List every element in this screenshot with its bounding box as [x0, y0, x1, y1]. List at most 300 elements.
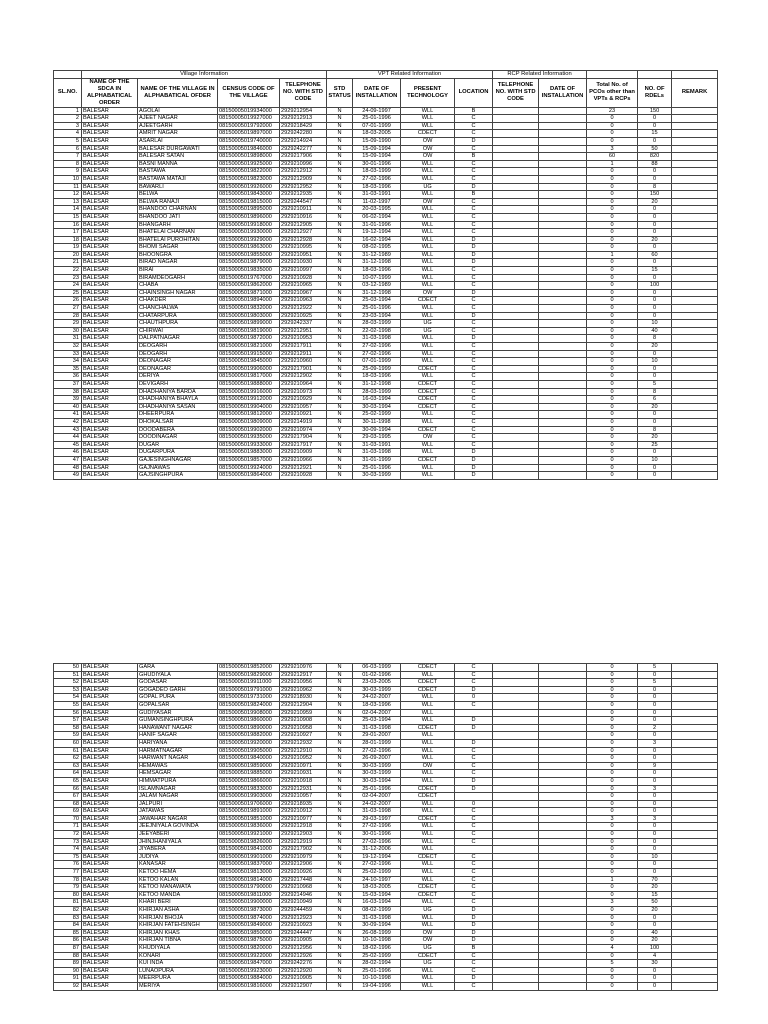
table-row — [54, 403, 718, 411]
cell-rdels: 0 — [638, 861, 672, 869]
table-row — [54, 289, 718, 297]
cell-std-status: N — [327, 694, 353, 702]
cell-pcos: 1 — [587, 160, 638, 168]
cell-rcp-telephone — [493, 967, 539, 975]
cell-install-date: 25-01-1996 — [353, 967, 401, 975]
table-row — [54, 145, 718, 153]
village-table-page-2 — [53, 663, 718, 991]
cell-rdels: 0 — [638, 213, 672, 221]
cell-location: C — [455, 441, 493, 449]
cell-sl-no: 28 — [54, 312, 82, 320]
cell-std-status: N — [327, 236, 353, 244]
cell-install-date: 15-03-1994 — [353, 891, 401, 899]
cell-location: C — [455, 701, 493, 709]
table-row — [54, 396, 718, 404]
table-row — [54, 213, 718, 221]
cell-census-code: 08150005019767000 — [218, 274, 280, 282]
cell-rcp-date — [539, 380, 587, 388]
cell-sdca: BALESAR — [82, 724, 138, 732]
cell-rcp-date — [539, 274, 587, 282]
table-row — [54, 183, 718, 191]
cell-location: 0 — [455, 694, 493, 702]
cell-village: BASTAWA MATAJI — [138, 175, 218, 183]
cell-std-status: N — [327, 914, 353, 922]
cell-remark — [672, 717, 718, 725]
cell-village: DEONAGAR — [138, 358, 218, 366]
cell-std-status: N — [327, 373, 353, 381]
cell-sdca: BALESAR — [82, 770, 138, 778]
cell-rdels: 0 — [638, 350, 672, 358]
cell-sl-no: 7 — [54, 153, 82, 161]
cell-std-status: N — [327, 411, 353, 419]
cell-census-code: 08150005019930000 — [218, 229, 280, 237]
cell-location: C — [455, 396, 493, 404]
table-row — [54, 122, 718, 130]
cell-install-date: 31-12-1998 — [353, 259, 401, 267]
cell-telephone: 2929212935 — [280, 191, 327, 199]
cell-pcos: 0 — [587, 418, 638, 426]
cell-rcp-date — [539, 960, 587, 968]
cell-technology: WLL — [401, 831, 455, 839]
table-row — [54, 380, 718, 388]
cell-pcos: 0 — [587, 777, 638, 785]
cell-rdels: 100 — [638, 944, 672, 952]
cell-install-date: 27-02-1996 — [353, 747, 401, 755]
cell-sl-no: 74 — [54, 846, 82, 854]
cell-rdels: 0 — [638, 717, 672, 725]
cell-remark — [672, 130, 718, 138]
cell-std-status: N — [327, 441, 353, 449]
cell-rdels: 0 — [638, 869, 672, 877]
cell-technology: WLL — [401, 747, 455, 755]
cell-rcp-telephone — [493, 686, 539, 694]
cell-rcp-telephone — [493, 739, 539, 747]
cell-install-date: 15-09-1990 — [353, 137, 401, 145]
cell-telephone: 2929214924 — [280, 137, 327, 145]
cell-census-code: 08150005019915000 — [218, 350, 280, 358]
cell-census-code: 08150005019894000 — [218, 297, 280, 305]
cell-location: D — [455, 259, 493, 267]
cell-village: JATAWAS — [138, 808, 218, 816]
cell-rcp-telephone — [493, 808, 539, 816]
cell-sl-no: 17 — [54, 229, 82, 237]
cell-remark — [672, 914, 718, 922]
cell-location — [455, 846, 493, 854]
cell-rdels: 0 — [638, 671, 672, 679]
col-header-pcos: Total No. of PCOs other than VPTs & RCPs — [587, 78, 638, 107]
cell-remark — [672, 289, 718, 297]
cell-rcp-telephone — [493, 335, 539, 343]
cell-sdca: BALESAR — [82, 305, 138, 313]
table-row — [54, 244, 718, 252]
cell-census-code: 08150005019855000 — [218, 251, 280, 259]
cell-install-date: 29-01-2007 — [353, 732, 401, 740]
cell-sl-no: 68 — [54, 800, 82, 808]
cell-telephone: 2929212921 — [280, 464, 327, 472]
cell-std-status: N — [327, 137, 353, 145]
table-row — [54, 785, 718, 793]
cell-technology: WLL — [401, 671, 455, 679]
cell-rdels: 0 — [638, 967, 672, 975]
cell-sl-no: 43 — [54, 426, 82, 434]
cell-std-status: Y — [327, 426, 353, 434]
cell-std-status: N — [327, 785, 353, 793]
cell-rcp-date — [539, 145, 587, 153]
cell-sdca: BALESAR — [82, 191, 138, 199]
cell-telephone: 2929212926 — [280, 952, 327, 960]
cell-remark — [672, 664, 718, 672]
cell-pcos: 0 — [587, 846, 638, 854]
group-rcp-information: RCP Related Information — [493, 71, 587, 79]
cell-sl-no: 83 — [54, 914, 82, 922]
cell-remark — [672, 411, 718, 419]
cell-census-code: 08150005019791000 — [218, 686, 280, 694]
cell-census-code: 08150005019849000 — [218, 922, 280, 930]
cell-village: AJEETGARH — [138, 122, 218, 130]
cell-rcp-date — [539, 982, 587, 990]
cell-rcp-telephone — [493, 411, 539, 419]
cell-rcp-telephone — [493, 418, 539, 426]
cell-sl-no: 67 — [54, 793, 82, 801]
cell-install-date: 31-03-1998 — [353, 724, 401, 732]
cell-rdels: 70 — [638, 876, 672, 884]
cell-remark — [672, 373, 718, 381]
cell-rdels: 15 — [638, 267, 672, 275]
cell-sl-no: 23 — [54, 274, 82, 282]
cell-village: BHATELAI PUROHITAN — [138, 236, 218, 244]
cell-remark — [672, 175, 718, 183]
cell-sdca: BALESAR — [82, 800, 138, 808]
cell-install-date: 29-03-1997 — [353, 815, 401, 823]
cell-rdels: 50 — [638, 145, 672, 153]
cell-sl-no: 29 — [54, 320, 82, 328]
cell-census-code: 08150005019896000 — [218, 213, 280, 221]
cell-technology: WLL — [401, 861, 455, 869]
cell-village: BHANDOO CHARNAN — [138, 206, 218, 214]
cell-remark — [672, 107, 718, 115]
cell-pcos: 0 — [587, 289, 638, 297]
cell-std-status: N — [327, 282, 353, 290]
cell-install-date: 07-01-1999 — [353, 358, 401, 366]
cell-sdca: BALESAR — [82, 876, 138, 884]
cell-technology: WLL — [401, 373, 455, 381]
cell-install-date: 11-02-1997 — [353, 198, 401, 206]
cell-village: BHATELAI CHARNAN — [138, 229, 218, 237]
table-row — [54, 130, 718, 138]
cell-rcp-telephone — [493, 472, 539, 480]
cell-telephone: 2929210908 — [280, 717, 327, 725]
cell-install-date: 06-03-1999 — [353, 664, 401, 672]
cell-technology: WLL — [401, 709, 455, 717]
cell-remark — [672, 343, 718, 351]
cell-std-status: N — [327, 297, 353, 305]
cell-remark — [672, 380, 718, 388]
cell-technology: WLL — [401, 717, 455, 725]
cell-rcp-date — [539, 472, 587, 480]
cell-install-date: 07-01-1999 — [353, 122, 401, 130]
cell-telephone: 2929210997 — [280, 267, 327, 275]
cell-technology: OW — [401, 762, 455, 770]
cell-std-status: N — [327, 960, 353, 968]
cell-std-status: N — [327, 259, 353, 267]
cell-census-code: 08150005019925000 — [218, 160, 280, 168]
cell-install-date: 16-02-1994 — [353, 236, 401, 244]
cell-rcp-telephone — [493, 107, 539, 115]
cell-remark — [672, 418, 718, 426]
cell-install-date: 31-03-1991 — [353, 191, 401, 199]
cell-remark — [672, 944, 718, 952]
cell-install-date: 30-03-1999 — [353, 472, 401, 480]
table-body-page-1 — [54, 107, 718, 479]
cell-sl-no: 56 — [54, 709, 82, 717]
cell-village: DALPATNAGAR — [138, 335, 218, 343]
cell-install-date: 30-09-1994 — [353, 426, 401, 434]
cell-pcos: 1 — [587, 251, 638, 259]
cell-telephone: 2929210974 — [280, 426, 327, 434]
cell-install-date: 19-04-1996 — [353, 982, 401, 990]
cell-location: D — [455, 472, 493, 480]
cell-rcp-date — [539, 107, 587, 115]
cell-sdca: BALESAR — [82, 244, 138, 252]
cell-technology: WLL — [401, 701, 455, 709]
cell-technology: WLL — [401, 922, 455, 930]
cell-pcos: 0 — [587, 717, 638, 725]
cell-telephone: 2929210952 — [280, 755, 327, 763]
table-row — [54, 115, 718, 123]
cell-pcos: 0 — [587, 259, 638, 267]
table-row — [54, 267, 718, 275]
cell-telephone: 2929210951 — [280, 251, 327, 259]
cell-sl-no: 64 — [54, 770, 82, 778]
cell-rcp-telephone — [493, 762, 539, 770]
cell-sdca: BALESAR — [82, 236, 138, 244]
cell-install-date: 18-03-1996 — [353, 183, 401, 191]
cell-census-code: 08150005019841000 — [218, 846, 280, 854]
cell-location: D — [455, 236, 493, 244]
cell-village: GAJESINGHNAGAR — [138, 456, 218, 464]
cell-rcp-date — [539, 168, 587, 176]
col-header-village: NAME OF THE VILLAGE IN ALPHABATICAL OFDER — [138, 78, 218, 107]
cell-remark — [672, 160, 718, 168]
cell-sl-no: 79 — [54, 884, 82, 892]
cell-village: CHIRWAI — [138, 327, 218, 335]
cell-location: C — [455, 815, 493, 823]
cell-village: GOPAL PURA — [138, 694, 218, 702]
cell-rcp-date — [539, 709, 587, 717]
cell-village: AMRIT NAGAR — [138, 130, 218, 138]
cell-location: B — [455, 944, 493, 952]
col-header-technology: PRESENT TECHNOLOGY — [401, 78, 455, 107]
cell-install-date: 18-03-2005 — [353, 130, 401, 138]
cell-rcp-date — [539, 732, 587, 740]
cell-sl-no: 15 — [54, 213, 82, 221]
cell-village: KETOO MANAWATA — [138, 884, 218, 892]
cell-sl-no: 35 — [54, 365, 82, 373]
cell-std-status: N — [327, 732, 353, 740]
cell-install-date: 24-02-2007 — [353, 800, 401, 808]
cell-remark — [672, 747, 718, 755]
cell-rcp-date — [539, 343, 587, 351]
cell-location: D — [455, 464, 493, 472]
cell-technology: UG — [401, 944, 455, 952]
cell-sdca: BALESAR — [82, 380, 138, 388]
cell-location: C — [455, 380, 493, 388]
cell-rdels: 100 — [638, 282, 672, 290]
cell-sl-no: 26 — [54, 297, 82, 305]
table-row — [54, 937, 718, 945]
cell-rdels: 0 — [638, 175, 672, 183]
cell-village: KHIRJAN BHOJA — [138, 914, 218, 922]
cell-install-date: 25-09-1999 — [353, 365, 401, 373]
cell-sdca: BALESAR — [82, 365, 138, 373]
cell-location: C — [455, 115, 493, 123]
cell-census-code: 08150005019901000 — [218, 853, 280, 861]
cell-telephone: 2929210965 — [280, 282, 327, 290]
cell-rcp-date — [539, 418, 587, 426]
cell-rcp-telephone — [493, 137, 539, 145]
cell-village: HARWANT NAGAR — [138, 755, 218, 763]
cell-remark — [672, 305, 718, 313]
cell-remark — [672, 213, 718, 221]
table-row — [54, 808, 718, 816]
table-row — [54, 922, 718, 930]
cell-pcos: 0 — [587, 213, 638, 221]
cell-std-status: N — [327, 274, 353, 282]
cell-std-status: N — [327, 312, 353, 320]
cell-std-status: N — [327, 937, 353, 945]
cell-install-date: 10-10-1998 — [353, 937, 401, 945]
cell-telephone: 2929210964 — [280, 380, 327, 388]
cell-location: C — [455, 411, 493, 419]
cell-sdca: BALESAR — [82, 846, 138, 854]
cell-sl-no: 76 — [54, 861, 82, 869]
cell-pcos: 0 — [587, 679, 638, 687]
cell-rcp-date — [539, 770, 587, 778]
cell-sl-no: 85 — [54, 929, 82, 937]
cell-telephone: 2929210966 — [280, 456, 327, 464]
cell-village: BALESAR DURGAWATI — [138, 145, 218, 153]
cell-install-date: 30-01-1996 — [353, 160, 401, 168]
cell-rcp-date — [539, 664, 587, 672]
cell-rcp-telephone — [493, 380, 539, 388]
cell-census-code: 08150005019837000 — [218, 861, 280, 869]
cell-telephone: 2929212927 — [280, 229, 327, 237]
cell-rdels: 0 — [638, 914, 672, 922]
cell-remark — [672, 770, 718, 778]
cell-technology: WLL — [401, 107, 455, 115]
cell-pcos: 0 — [587, 770, 638, 778]
cell-rdels: 20 — [638, 907, 672, 915]
cell-rcp-date — [539, 793, 587, 801]
cell-install-date: 25-01-1996 — [353, 464, 401, 472]
cell-remark — [672, 785, 718, 793]
cell-sl-no: 20 — [54, 251, 82, 259]
cell-sl-no: 25 — [54, 289, 82, 297]
cell-rcp-date — [539, 229, 587, 237]
group-header-row — [54, 71, 718, 79]
table-row — [54, 168, 718, 176]
cell-rcp-telephone — [493, 717, 539, 725]
cell-technology: UG — [401, 960, 455, 968]
cell-village: JHINJHANIYALA — [138, 838, 218, 846]
cell-rcp-telephone — [493, 274, 539, 282]
cell-sdca: BALESAR — [82, 456, 138, 464]
cell-census-code: 08150005019908000 — [218, 709, 280, 717]
cell-rcp-date — [539, 373, 587, 381]
cell-std-status: N — [327, 327, 353, 335]
cell-location: D — [455, 739, 493, 747]
cell-rcp-telephone — [493, 115, 539, 123]
cell-census-code: 08150005019900000 — [218, 899, 280, 907]
cell-sdca: BALESAR — [82, 411, 138, 419]
cell-location: C — [455, 808, 493, 816]
cell-telephone: 2929210923 — [280, 922, 327, 930]
cell-technology: WLL — [401, 221, 455, 229]
cell-sdca: BALESAR — [82, 350, 138, 358]
cell-remark — [672, 350, 718, 358]
cell-rcp-telephone — [493, 449, 539, 457]
cell-sdca: BALESAR — [82, 944, 138, 952]
table-row — [54, 175, 718, 183]
cell-sdca: BALESAR — [82, 373, 138, 381]
cell-pcos: 0 — [587, 137, 638, 145]
cell-std-status: N — [327, 823, 353, 831]
cell-std-status: N — [327, 739, 353, 747]
cell-install-date: 29-03-1995 — [353, 434, 401, 442]
cell-sdca: BALESAR — [82, 312, 138, 320]
cell-technology: WLL — [401, 449, 455, 457]
cell-technology: UG — [401, 907, 455, 915]
cell-telephone: 2929212922 — [280, 305, 327, 313]
cell-std-status: N — [327, 770, 353, 778]
cell-std-status: N — [327, 160, 353, 168]
cell-telephone: 2929210971 — [280, 762, 327, 770]
cell-telephone: 2929210979 — [280, 853, 327, 861]
cell-sdca: BALESAR — [82, 320, 138, 328]
cell-census-code: 08150005019920000 — [218, 739, 280, 747]
cell-telephone: 2929242276 — [280, 960, 327, 968]
cell-village: BIRAD NAGAR — [138, 259, 218, 267]
cell-rcp-telephone — [493, 975, 539, 983]
cell-rdels: 0 — [638, 418, 672, 426]
table-row — [54, 891, 718, 899]
cell-install-date: 31-01-1999 — [353, 456, 401, 464]
cell-pcos: 0 — [587, 709, 638, 717]
table-row — [54, 282, 718, 290]
cell-sdca: BALESAR — [82, 426, 138, 434]
cell-village: DEOGARH — [138, 343, 218, 351]
cell-location: C — [455, 388, 493, 396]
table-row — [54, 426, 718, 434]
cell-sdca: BALESAR — [82, 175, 138, 183]
cell-sl-no: 45 — [54, 441, 82, 449]
cell-rdels: 3 — [638, 739, 672, 747]
table-row — [54, 198, 718, 206]
cell-census-code: 08150005019874000 — [218, 914, 280, 922]
cell-sl-no: 50 — [54, 664, 82, 672]
cell-sdca: BALESAR — [82, 122, 138, 130]
cell-technology: WLL — [401, 191, 455, 199]
cell-sdca: BALESAR — [82, 274, 138, 282]
cell-pcos: 0 — [587, 274, 638, 282]
cell-census-code: 08150005019811000 — [218, 891, 280, 899]
cell-rcp-telephone — [493, 289, 539, 297]
cell-telephone: 2929217902 — [280, 846, 327, 854]
cell-std-status: N — [327, 472, 353, 480]
cell-sdca: BALESAR — [82, 732, 138, 740]
cell-location: D — [455, 929, 493, 937]
cell-rcp-telephone — [493, 861, 539, 869]
